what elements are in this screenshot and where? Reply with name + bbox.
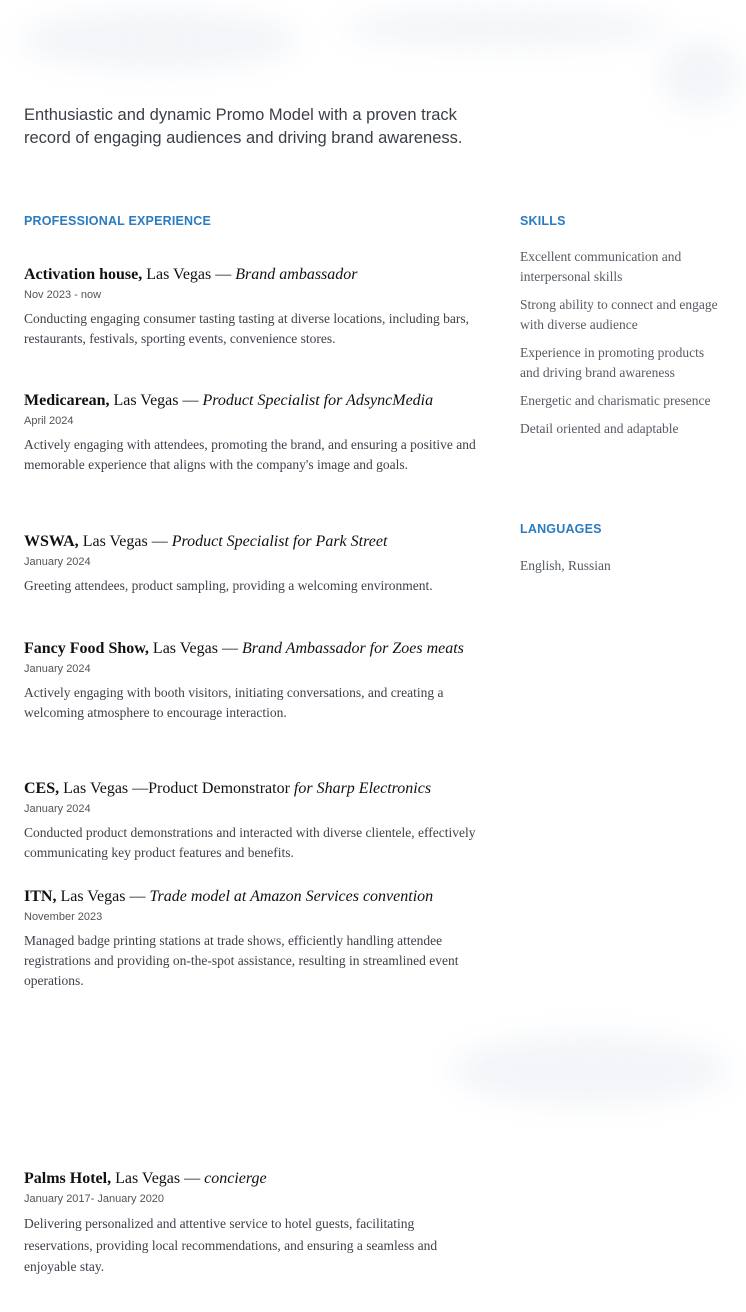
job-entry [24, 265, 480, 349]
job-description: Greeting attendees, product sampling, providing a welcoming environment. [24, 578, 433, 593]
job-entry [24, 532, 480, 596]
job-role: concierge [204, 1170, 267, 1187]
job-entry [24, 1169, 480, 1278]
blurred-header-artifact [340, 8, 670, 48]
job-company: WSWA, [24, 533, 79, 550]
job-location: Las Vegas — [78, 533, 172, 550]
skill-item: Excellent communication and interpersonal skills [520, 249, 682, 284]
job-location: Las Vegas — [142, 266, 236, 283]
skill-item: Detail oriented and adaptable [520, 421, 679, 436]
job-company: Fancy Food Show, [24, 640, 149, 657]
job-role: Product Specialist for Park Street [171, 533, 388, 550]
job-role: Brand ambassador [235, 266, 358, 283]
blurred-header-artifact [20, 10, 300, 70]
skill-item: Energetic and charismatic presence [520, 393, 711, 408]
skill-item: Strong ability to connect and engage with diverse audience [520, 297, 718, 332]
blurred-corner-artifact [660, 40, 740, 110]
skill-item: Experience in promoting products and driving brand awareness [520, 345, 705, 380]
job-location: Las Vegas — [109, 392, 203, 409]
job-location: Las Vegas — [148, 640, 242, 657]
job-date: January 2024 [24, 663, 91, 675]
job-role: Brand Ambassador for Zoes meats [241, 640, 464, 657]
job-title [24, 1169, 480, 1188]
job-description: Actively engaging with booth visitors, initiating conversations, and creating a welcoming atmosphere to encourage interaction. [24, 685, 444, 720]
job-location: Las Vegas —Product Demonstrator [59, 780, 294, 797]
job-entry [24, 887, 480, 991]
job-date: January 2017- January 2020 [24, 1193, 165, 1205]
job-title [24, 265, 480, 284]
languages-list: English, Russian [520, 558, 611, 573]
job-description: Managed badge printing stations at trade shows, efficiently handling attendee registrations and providing on-the-spot assistance, resulting in streamlined event operations. [24, 933, 459, 988]
job-description: Delivering personalized and attentive service to hotel guests, facilitating reservations, providing local recommendations, and ensuring a seamless and enjoyable stay. [24, 1216, 438, 1274]
job-date: Nov 2023 - now [24, 289, 102, 301]
job-title [24, 779, 480, 798]
job-company: Activation house, [24, 266, 143, 283]
job-date: January 2024 [24, 803, 91, 815]
job-title [24, 887, 480, 906]
job-description: Conducting engaging consumer tasting tasting at diverse locations, including bars, restaurants, festivals, sporting events, convenience stores. [24, 311, 470, 346]
job-entry [24, 391, 480, 475]
blurred-page-break-artifact [450, 1035, 730, 1105]
skills-heading: SKILLS [520, 214, 566, 228]
job-location: Las Vegas — [56, 888, 150, 905]
job-title [24, 532, 480, 551]
job-role: Trade model at Amazon Services convention [149, 888, 434, 905]
job-company: Medicarean, [24, 392, 110, 409]
job-role: for Sharp Electronics [293, 780, 432, 797]
skills-list [520, 247, 720, 447]
job-entry [24, 779, 480, 863]
profile-summary: Enthusiastic and dynamic Promo Model with a proven track record of engaging audiences and driving brand awareness. [24, 106, 463, 147]
job-company: CES, [24, 780, 60, 797]
job-entry [24, 639, 480, 723]
job-company: ITN, [24, 888, 57, 905]
job-location: Las Vegas — [111, 1170, 205, 1187]
job-date: November 2023 [24, 911, 103, 923]
job-description: Conducted product demonstrations and interacted with diverse clientele, effectively communicating key product features and benefits. [24, 825, 476, 860]
job-title [24, 391, 480, 410]
languages-heading: LANGUAGES [520, 522, 602, 536]
job-role: Product Specialist for AdsyncMedia [202, 392, 434, 409]
job-date: April 2024 [24, 415, 74, 427]
job-title [24, 639, 480, 658]
experience-heading: PROFESSIONAL EXPERIENCE [24, 214, 212, 228]
job-company: Palms Hotel, [24, 1170, 112, 1187]
job-description: Actively engaging with attendees, promoting the brand, and ensuring a positive and memorable experience that aligns with the company's image and goals. [24, 437, 476, 472]
job-date: January 2024 [24, 556, 91, 568]
